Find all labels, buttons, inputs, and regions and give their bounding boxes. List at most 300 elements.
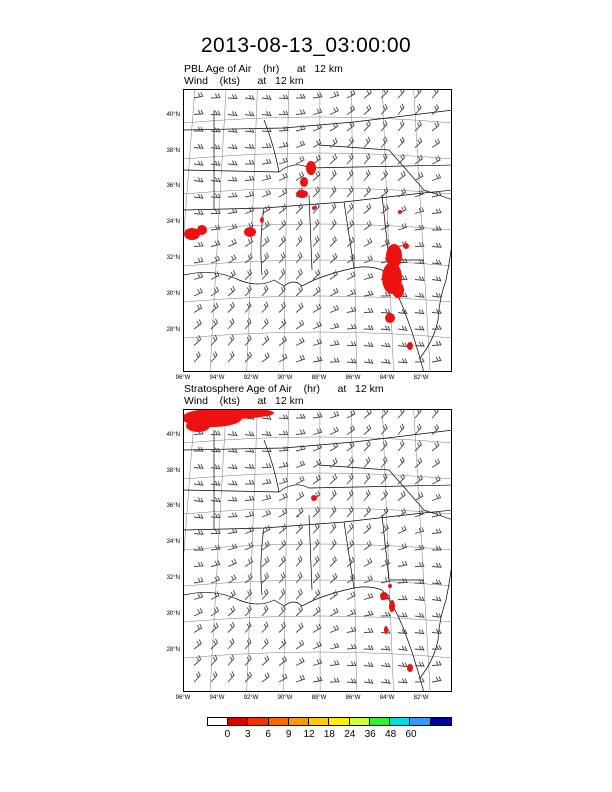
main-title: 2013-08-13_03:00:00: [200, 34, 412, 57]
pbl-age-map: [183, 89, 452, 372]
wind-barb: [313, 413, 322, 418]
wind-barb: [228, 128, 237, 132]
wind-barb: [330, 539, 336, 550]
wind-barb: [228, 111, 237, 115]
wind-barb: [364, 273, 373, 279]
wind-barb: [313, 556, 319, 567]
wind-barb: [262, 285, 268, 296]
wind-barb: [398, 561, 407, 567]
wind-barb: [245, 160, 254, 164]
wind-barb: [381, 662, 390, 666]
wind-barb: [330, 590, 337, 599]
longitude-label: 92°W: [243, 375, 259, 381]
wind-barb: [279, 285, 285, 296]
wind-barb: [279, 111, 288, 115]
wind-barb: [194, 447, 203, 451]
wind-barb: [279, 674, 287, 682]
wind-barb: [279, 447, 288, 452]
wind-barb: [415, 678, 424, 682]
wind-barb: [296, 507, 303, 517]
wind-barb: [313, 428, 322, 434]
color-legend-swatch: [228, 718, 248, 725]
wind-barb: [415, 662, 424, 666]
wind-barb: [432, 596, 441, 600]
wind-barb: [296, 414, 305, 418]
wind-barb: [432, 357, 441, 363]
wind-barb: [228, 351, 234, 362]
wind-barb: [228, 575, 236, 583]
wind-barb: [381, 104, 387, 115]
wind-barb: [398, 120, 404, 131]
age-of-air-patch: [306, 161, 316, 175]
wind-barb: [398, 629, 407, 633]
wind-barb: [432, 209, 441, 214]
wind-barb: [364, 256, 372, 264]
color-legend-swatch: [208, 718, 228, 725]
wind-barb: [194, 194, 203, 198]
age-of-air-patch: [392, 282, 404, 298]
wind-barb: [296, 606, 303, 616]
wind-barb: [296, 523, 303, 533]
wind-barb: [313, 219, 319, 230]
wind-barb: [279, 189, 287, 198]
wind-barb: [313, 607, 320, 616]
wind-barb: [194, 497, 203, 501]
wind-barb: [432, 613, 441, 617]
wind-barb: [347, 574, 355, 583]
color-legend-swatch: [309, 718, 329, 725]
wind-barb: [228, 464, 237, 468]
wind-barb: [279, 493, 287, 501]
longitude-label: 92°W: [243, 695, 259, 701]
wind-barb: [296, 219, 302, 230]
wind-barb: [381, 473, 387, 484]
panel1-title-line1: PBL Age of Air (hr) at 12 km: [184, 63, 343, 75]
wind-barb: [313, 539, 319, 550]
wind-barb: [415, 410, 421, 418]
color-legend-label: 0: [224, 729, 231, 740]
wind-barb: [364, 457, 370, 468]
wind-barb: [279, 319, 286, 329]
wind-barb: [296, 141, 305, 148]
wind-barb: [330, 523, 336, 534]
wind-barb: [194, 608, 202, 616]
age-of-air-patch: [398, 210, 402, 214]
wind-barb: [432, 243, 441, 247]
wind-barb: [211, 241, 220, 247]
wind-barb: [364, 425, 371, 435]
wind-barb: [279, 173, 287, 181]
wind-barb: [364, 121, 370, 131]
color-legend-label: 6: [265, 729, 271, 740]
wind-barb: [296, 94, 305, 98]
wind-barb: [245, 480, 254, 484]
color-legend-swatch: [431, 718, 451, 725]
color-legend-swatch: [390, 718, 410, 725]
wind-barb: [228, 638, 234, 649]
wind-barb: [381, 646, 390, 650]
wind-barb: [347, 592, 355, 600]
wind-barb: [228, 622, 234, 632]
wind-barb: [381, 410, 388, 418]
wind-barb: [313, 108, 322, 114]
wind-barb: [347, 426, 355, 435]
wind-barb: [296, 303, 303, 313]
wind-barb: [364, 645, 373, 649]
wind-barb: [262, 494, 271, 500]
wind-barb: [279, 524, 286, 533]
latitude-label: 40°N: [166, 112, 180, 118]
wind-barb: [296, 445, 305, 451]
wind-barb: [415, 90, 421, 98]
wind-barb: [432, 459, 440, 468]
wind-barb: [415, 293, 424, 297]
wind-barb: [296, 355, 305, 362]
wind-barb: [364, 308, 373, 312]
wind-barb: [415, 104, 421, 115]
wind-barb: [245, 302, 251, 313]
age-of-air-patch: [197, 225, 207, 235]
wind-barb: [245, 144, 254, 148]
color-legend-label: 60: [405, 729, 417, 740]
wind-barb: [330, 556, 336, 566]
wind-barb: [194, 210, 203, 214]
wind-barb: [279, 95, 288, 99]
wind-barb: [415, 646, 424, 650]
wind-barb: [245, 464, 254, 468]
wind-barb: [245, 496, 254, 501]
wind-barb: [228, 481, 237, 485]
wind-barb: [194, 288, 202, 296]
wind-barb: [313, 475, 320, 484]
wind-barb: [364, 490, 370, 501]
wind-barb: [313, 93, 322, 98]
wind-barb: [313, 357, 322, 363]
longitude-label: 86°W: [345, 375, 361, 381]
wind-barb: [279, 204, 286, 213]
wind-barb: [432, 629, 441, 633]
longitude-label: 94°W: [209, 375, 225, 381]
wind-barb: [330, 625, 338, 632]
wind-barb: [194, 464, 203, 468]
wind-barb: [245, 207, 254, 214]
wind-barb: [347, 506, 353, 517]
wind-barb: [211, 144, 220, 148]
wind-barb: [296, 110, 305, 115]
wind-barb: [194, 110, 203, 115]
wind-barb: [415, 138, 422, 148]
wind-barb: [262, 639, 268, 650]
wind-barb: [279, 556, 285, 566]
wind-barb: [347, 272, 355, 280]
wind-barb: [364, 524, 371, 534]
wind-barb: [279, 639, 286, 649]
map-canvas: [184, 410, 452, 692]
wind-barb: [194, 672, 200, 683]
wind-barb: [432, 441, 439, 451]
wind-barb: [398, 90, 404, 98]
wind-barb: [330, 154, 337, 164]
wind-barb: [279, 605, 285, 616]
latitude-label: 30°N: [166, 611, 180, 617]
wind-barb: [364, 473, 370, 484]
latitude-label: 36°N: [166, 503, 180, 509]
wind-barb: [228, 318, 234, 329]
wind-barb: [194, 577, 203, 583]
wind-barb: [330, 358, 339, 362]
wind-barb: [296, 572, 302, 583]
wind-barb: [279, 354, 287, 362]
wind-barb: [262, 557, 269, 567]
wind-barb: [381, 424, 387, 435]
age-of-air-patch: [296, 190, 308, 198]
wind-barb: [279, 462, 288, 468]
age-of-air-patch: [403, 243, 409, 249]
latitude-label: 40°N: [166, 432, 180, 438]
wind-barb: [262, 269, 268, 280]
wind-barb: [364, 204, 371, 214]
wind-barb: [194, 640, 201, 649]
wind-barb: [262, 479, 271, 484]
wind-barb: [279, 509, 287, 518]
wind-barb: [211, 561, 220, 567]
wind-barb: [415, 342, 424, 346]
age-of-air-patch: [260, 217, 264, 223]
wind-barb: [262, 127, 271, 131]
wind-barb: [347, 153, 353, 164]
color-legend-label: 3: [245, 729, 251, 740]
wind-barb: [228, 94, 237, 98]
wind-barb: [313, 287, 320, 296]
wind-barb: [364, 576, 372, 584]
wind-barb: [398, 424, 404, 435]
wind-barb: [279, 236, 285, 246]
wind-barb: [279, 336, 286, 345]
wind-barb: [415, 596, 424, 600]
wind-barb: [432, 424, 439, 434]
wind-barb: [296, 658, 304, 666]
wind-barb: [415, 309, 424, 313]
wind-barb: [211, 671, 217, 682]
wind-barb: [262, 174, 271, 180]
wind-barb: [279, 431, 288, 435]
wind-barb: [432, 139, 440, 148]
color-legend-label: 48: [385, 729, 397, 740]
wind-barb: [330, 340, 339, 345]
wind-barb: [415, 424, 421, 435]
wind-barb: [398, 662, 407, 666]
wind-barb: [296, 461, 305, 468]
wind-barb: [398, 491, 405, 501]
wind-barb: [381, 137, 387, 148]
wind-barb: [432, 293, 441, 297]
wind-barb: [211, 351, 217, 362]
age-of-air-patch: [380, 592, 388, 600]
age-of-air-patch: [186, 420, 210, 432]
wind-barb: [228, 302, 234, 312]
wind-barb: [330, 678, 339, 682]
wind-barb: [313, 253, 319, 263]
wind-barb: [262, 510, 270, 517]
wind-barb: [262, 95, 271, 99]
wind-barb: [211, 319, 218, 329]
wind-barb: [245, 95, 254, 99]
wind-barb: [398, 326, 407, 330]
wind-barb: [296, 623, 303, 633]
wind-barb: [330, 203, 336, 214]
wind-barb: [364, 291, 373, 296]
wind-barb: [262, 541, 269, 550]
age-of-air-patch: [300, 177, 308, 187]
wind-barb: [347, 170, 353, 181]
wind-barb: [262, 302, 268, 313]
wind-barb: [415, 562, 424, 566]
wind-barb: [364, 359, 373, 363]
wind-barb: [432, 546, 441, 550]
wind-barb: [262, 589, 268, 600]
wind-barb: [398, 359, 407, 363]
map-canvas: [184, 90, 452, 372]
wind-barb: [347, 289, 356, 296]
wind-barb: [364, 170, 370, 181]
longitude-label: 88°W: [311, 695, 327, 701]
wind-barb: [364, 153, 370, 164]
wind-barb: [279, 158, 288, 165]
stratosphere-age-map: [183, 409, 452, 692]
wind-barb: [194, 546, 203, 550]
wind-barb: [194, 320, 201, 329]
wind-barb: [245, 638, 251, 649]
wind-barb: [313, 304, 321, 313]
wind-barb: [279, 127, 288, 132]
latitude-label: 38°N: [166, 468, 180, 474]
wind-barb: [296, 589, 302, 600]
longitude-label: 94°W: [209, 695, 225, 701]
wind-barb: [398, 342, 407, 346]
longitude-label: 90°W: [277, 375, 293, 381]
wind-barb: [194, 481, 203, 485]
wind-barb: [330, 323, 339, 329]
color-legend-label: 24: [344, 729, 356, 740]
wind-barb: [262, 655, 269, 665]
wind-barb: [211, 529, 220, 533]
wind-barb: [432, 494, 441, 501]
wind-barb: [330, 270, 337, 279]
wind-barb: [330, 474, 337, 484]
wind-barb: [364, 593, 373, 599]
wind-barb: [211, 94, 220, 98]
wind-barb: [211, 464, 220, 468]
wind-barb: [296, 125, 305, 131]
latitude-label: 34°N: [166, 219, 180, 225]
wind-barb: [381, 90, 388, 98]
wind-barb: [211, 111, 220, 115]
wind-barb: [296, 675, 305, 682]
panel2-title-line1: Stratosphere Age of Air (hr) at 12 km: [184, 383, 384, 395]
wind-barb: [347, 523, 353, 534]
graticule: [184, 410, 452, 692]
wind-barb: [330, 660, 339, 665]
wind-barb: [228, 513, 237, 517]
wind-barb: [415, 326, 424, 330]
panel2-title-line2: Wind (kts) at 12 km: [184, 395, 304, 407]
wind-barb: [228, 193, 237, 197]
color-legend-swatch: [269, 718, 289, 725]
longitude-label: 88°W: [311, 375, 327, 381]
wind-barb: [194, 161, 203, 165]
wind-barb: [296, 640, 304, 649]
wind-barb: [194, 593, 203, 600]
wind-barb: [279, 572, 285, 583]
latitude-label: 28°N: [166, 647, 180, 653]
wind-barb: [211, 497, 220, 501]
wind-barb: [432, 226, 441, 230]
wind-barb: [194, 273, 203, 280]
wind-barb: [347, 220, 354, 230]
wind-barb: [347, 473, 353, 484]
wind-barb: [398, 679, 407, 683]
latitude-label: 32°N: [166, 255, 180, 261]
wind-barb: [330, 236, 336, 246]
color-legend-label: 9: [285, 729, 292, 740]
wind-barb: [279, 252, 285, 263]
wind-barb: [296, 492, 304, 501]
latitude-label: 36°N: [166, 183, 180, 189]
wind-barb: [228, 286, 235, 296]
color-legend-label: 12: [303, 729, 315, 740]
graticule: [184, 90, 452, 372]
wind-barb: [347, 359, 356, 363]
wind-barb: [313, 624, 321, 633]
wind-barb: [211, 576, 220, 583]
wind-barb: [415, 458, 422, 468]
age-of-air-patch: [311, 495, 317, 501]
wind-barb: [432, 410, 438, 418]
wind-barb: [381, 342, 390, 346]
latitude-label: 32°N: [166, 575, 180, 581]
wind-barb: [211, 431, 220, 435]
wind-barb: [330, 411, 339, 418]
wind-barb: [296, 156, 304, 164]
latitude-label: 28°N: [166, 327, 180, 333]
wind-barb: [279, 220, 286, 230]
age-of-air-patch: [384, 626, 388, 634]
wind-barb: [262, 463, 271, 467]
color-legend-swatch: [370, 718, 390, 725]
wind-barb: [364, 507, 370, 517]
wind-barb: [211, 177, 220, 181]
wind-barb: [398, 410, 404, 418]
wind-barb: [262, 573, 268, 583]
wind-barb: [347, 609, 356, 616]
wind-barb: [381, 679, 390, 683]
wind-barb: [347, 679, 356, 683]
wind-barb: [262, 253, 268, 263]
wind-barb: [432, 563, 441, 567]
wind-barb: [381, 170, 388, 180]
wind-barb: [228, 497, 237, 501]
wind-barb: [432, 90, 438, 98]
wind-barb: [262, 319, 268, 330]
wind-barb: [211, 303, 218, 313]
wind-barb: [296, 236, 302, 247]
wind-barb: [194, 177, 203, 181]
wind-barb: [245, 111, 254, 115]
wind-barb: [347, 324, 356, 329]
wind-barb: [228, 671, 234, 682]
wind-barb: [262, 335, 269, 345]
wind-barb: [330, 643, 339, 649]
